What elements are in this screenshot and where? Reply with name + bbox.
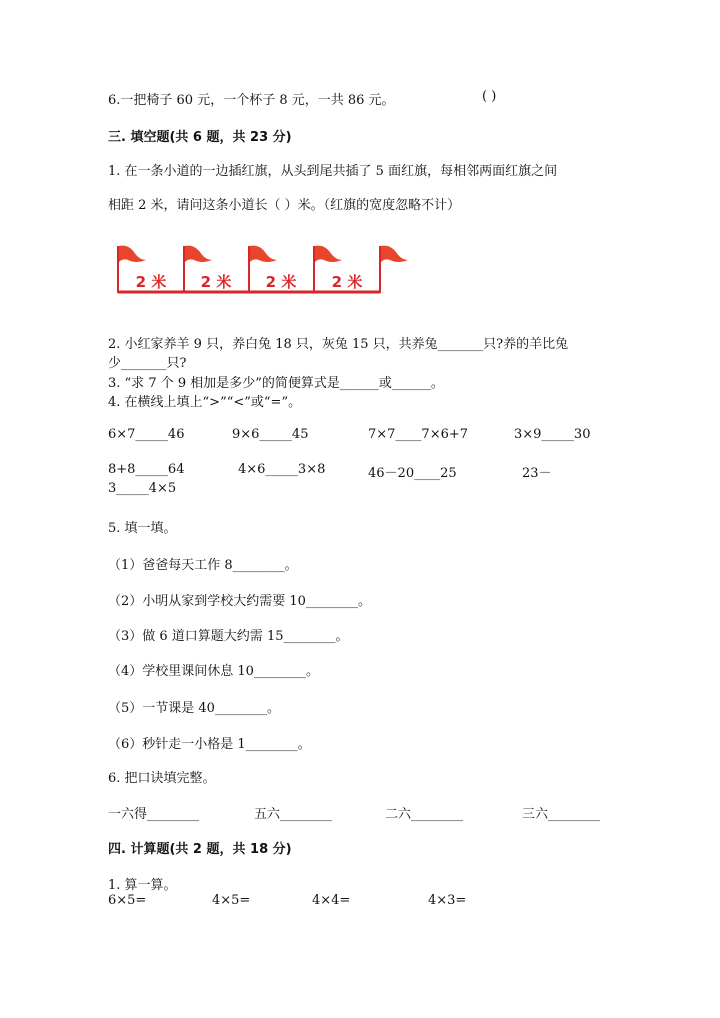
answer-paren[interactable]: ( ) [482,89,497,104]
compare-item: 23－ [522,466,552,481]
rhyme-item: 五六________ [254,807,333,822]
rhyme-item: 三六________ [522,807,601,822]
segment-label: 2 米 [331,273,363,291]
fill-question-2-line-2: 少_______只? [108,356,187,371]
calc-question-1-title: 1. 算一算。 [108,878,177,893]
flag-icon [380,246,408,276]
fill-question-6-title: 6. 把口诀填完整。 [108,771,216,786]
compare-item: 3×9_____30 [514,427,591,442]
segment-label: 2 米 [200,273,232,291]
segment-label: 2 米 [135,273,167,291]
fill-question-1-line-1: 1. 在一条小道的一边插红旗，从头到尾共插了 5 面红旗，每相邻两面红旗之间 [108,164,558,179]
compare-item: 7×7____7×6+7 [368,427,469,442]
fill-question-5-title: 5. 填一填。 [108,521,177,536]
list-item: （2）小明从家到学校大约需要 10________。 [108,594,371,609]
segment-label: 2 米 [265,273,297,291]
fill-question-2-line-1: 2. 小红家养羊 9 只，养白兔 18 只，灰兔 15 只，共养兔_______只?养的羊比兔 [108,337,569,352]
compare-item: 8+8_____64 [108,462,185,477]
list-item: （6）秒针走一小格是 1________。 [108,737,311,752]
compare-item: 3_____4×5 [108,481,177,496]
list-item: （3）做 6 道口算题大约需 15________。 [108,629,349,644]
list-item: （1）爸爸每天工作 8________。 [108,558,298,573]
calc-item: 6×5= [108,893,147,908]
rhyme-item: 二六________ [385,807,464,822]
calc-item: 4×3= [428,893,467,908]
fill-question-1-line-2: 相距 2 米，请问这条小道长（ ）米。（红旗的宽度忽略不计） [108,198,461,213]
flags-diagram [114,240,412,300]
fill-question-4-title: 4. 在横线上填上“>”“<”或“=”。 [108,395,302,410]
section-4-title: 四. 计算题(共 2 题，共 18 分) [108,842,292,857]
calc-item: 4×5= [212,893,251,908]
compare-item: 9×6_____45 [232,427,309,442]
compare-item: 4×6_____3×8 [238,462,326,477]
compare-item: 6×7_____46 [108,427,185,442]
calc-item: 4×4= [312,893,351,908]
rhyme-item: 一六得________ [108,807,200,822]
fill-question-3: 3. “求 7 个 9 相加是多少”的简便算式是______或______。 [108,376,444,391]
section-3-title: 三. 填空题(共 6 题，共 23 分) [108,130,292,145]
list-item: （5）一节课是 40________。 [108,701,280,716]
flag-icon [118,246,146,276]
compare-item: 46－20____25 [368,466,457,481]
judge-question-6: 6.一把椅子 60 元，一个杯子 8 元，一共 86 元。 [108,93,395,108]
list-item: （4）学校里课间休息 10________。 [108,664,319,679]
